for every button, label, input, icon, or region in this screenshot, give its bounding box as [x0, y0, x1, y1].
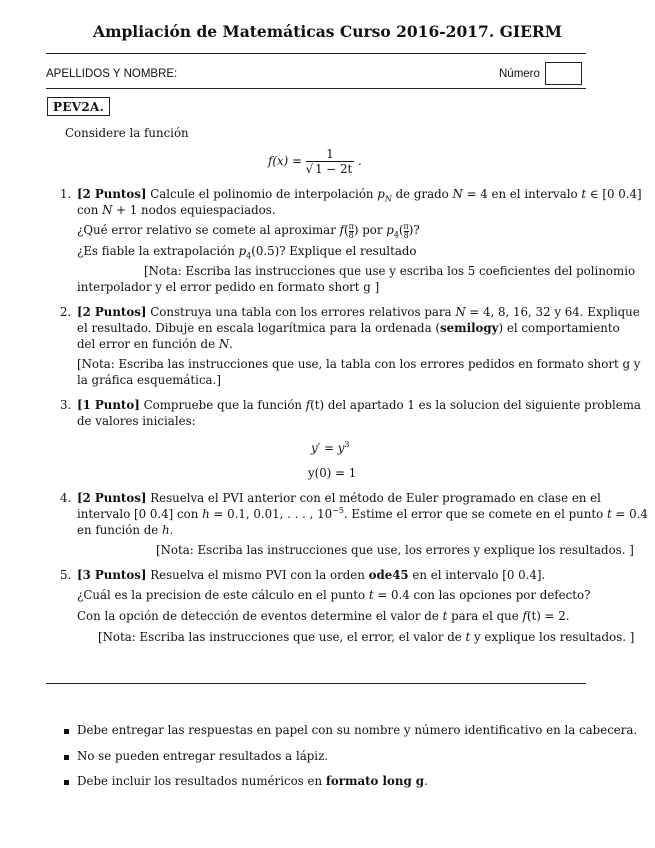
q1-eight-b: 8: [403, 230, 409, 240]
rule-item-1: [64, 722, 637, 738]
q5-line3: [77, 608, 569, 624]
rule-item-3: [64, 773, 428, 789]
q5-line2: [77, 587, 590, 603]
q5-l3-a: Con la opción de detección de eventos determine el valor de: [77, 609, 443, 623]
q1-ext-p: p: [238, 244, 247, 258]
q3-points: [1 Punto]: [77, 398, 140, 412]
q1-error-question: ¿Qué error relativo se comete al aproximar f( $\frac{\pi}{8}$ ) por $p_4$( $\frac{\pi}{8}$ )?: [77, 221, 420, 240]
q2-l3-N: N: [218, 337, 230, 351]
q4-l2-d: = 0.4: [611, 507, 648, 521]
formula-lhs: f(x) =: [268, 154, 302, 168]
q1-ext-a: ¿Es fiable la extrapolación: [77, 244, 239, 258]
formula-numerator: 1: [306, 147, 355, 162]
q2-l1-a: Construya una tabla con los errores relativos para: [146, 305, 456, 319]
q4-l3-b: .: [169, 523, 174, 537]
q1-pN-sub: N: [384, 194, 392, 204]
q1-line2-b: + 1 nodos equiespaciados.: [112, 203, 276, 217]
q1-line2-a: con: [77, 203, 103, 217]
q5-l3-f: f: [522, 609, 527, 623]
q5-t: t: [368, 588, 374, 602]
q5-l2-a: ¿Cuál es la precision de este cálculo en el punto: [77, 588, 369, 602]
q3-line2: de valores iniciales:: [77, 414, 196, 428]
q1-err-a: ¿Qué error relativo se comete al aproximar: [77, 223, 340, 237]
q2-l2-a: el resultado. Dibuje en escala logarítmica para la ordenada (: [77, 321, 440, 335]
q3-initial-condition: y(0) = 1: [308, 466, 357, 480]
q1-pi-over-8-b: [404, 223, 409, 240]
q1-line2: [77, 202, 276, 218]
q2-semilogy: semilogy: [439, 321, 499, 335]
formula-radicand: 1 − 2t: [315, 162, 353, 176]
q2-l3-a: del error en función de: [77, 337, 219, 351]
q1-err-p4-sub: 4: [393, 230, 399, 240]
q1-text-a: Calcule el polinomio de interpolación: [146, 187, 378, 201]
q1-note-line1: [Nota: Escriba las instrucciones que use y escriba los 5 coeficientes del polinomio: [144, 264, 636, 278]
q1-err-f: f: [339, 223, 344, 237]
q1-pN: p: [377, 187, 385, 201]
q1-pi-a: π: [348, 221, 354, 231]
number-label: Número: [499, 68, 540, 80]
q1-pi-over-8-a: [349, 223, 354, 240]
q3-ode-exp: 3: [344, 440, 350, 450]
q2-l1-b: = 4, 8, 16, 32 y 64. Explique: [465, 305, 640, 319]
rule-3-text-c: .: [424, 774, 428, 788]
q1-number: 1.: [60, 187, 72, 201]
q5-ode45: ode45: [368, 568, 409, 582]
q4-l2-a: intervalo [0 0.4] con: [77, 507, 203, 521]
q1-text-d: ∈ [0 0.4]: [586, 187, 642, 201]
rule-3-text-a: Debe incluir los resultados numéricos en: [77, 774, 326, 788]
exam-code-box: PEV2A.: [47, 97, 110, 116]
q3-l1-b: (t) del apartado 1 es la solucion del siguiente problema: [310, 398, 641, 412]
q5-l1-b: en el intervalo [0 0.4].: [408, 568, 546, 582]
q5-l3-b: para el que: [447, 609, 523, 623]
q1-ext-sub: 4: [246, 251, 252, 261]
q3-line1: [77, 397, 641, 413]
q1-text-c: = 4 en el intervalo: [462, 187, 582, 201]
q4-l2-c: . Estime el error que se comete en el punto: [343, 507, 607, 521]
rule-3-text-bold: formato long g: [325, 774, 425, 788]
header-rule-top: [46, 53, 586, 54]
q4-number: 4.: [60, 491, 72, 505]
q5-note-t: t: [465, 630, 471, 644]
q5-l1-a: Resuelva el mismo PVI con la orden: [146, 568, 369, 582]
q2-l2-b: ) el comportamiento: [498, 321, 620, 335]
q1-t: t: [581, 187, 587, 201]
q2-note-line1: [Nota: Escriba las instrucciones que use, la tabla con los errores pedidos en formato short g y: [77, 357, 641, 371]
q1-points: [2 Puntos]: [77, 187, 147, 201]
bullet-icon: [64, 780, 69, 785]
q3-ode: [311, 440, 350, 456]
q5-number: 5.: [60, 568, 72, 582]
q3-l1-a: Compruebe que la función: [139, 398, 306, 412]
q4-line3: [77, 522, 173, 538]
q2-line3: [77, 336, 233, 352]
formula: [268, 146, 362, 177]
q5-l3-c: (t) = 2.: [526, 609, 570, 623]
q3-f: f: [305, 398, 311, 412]
rule-item-2: [64, 748, 328, 764]
rule-1-text: Debe entregar las respuestas en papel con su nombre y número identificativo en la cabecera.: [77, 723, 638, 737]
bullet-icon: [64, 755, 69, 760]
q1-pi-b: π: [403, 221, 409, 231]
q2-number: 2.: [60, 305, 72, 319]
q2-N: N: [455, 305, 466, 319]
q4-line1: [77, 490, 601, 506]
page-title: Ampliación de Matemáticas Curso 2016-2017. GIERM: [93, 22, 562, 41]
q4-l1: Resuelva el PVI anterior con el método de Euler programado en clase en el: [146, 491, 601, 505]
bullet-icon: [64, 729, 69, 734]
formula-denominator: √ 1 − 2t: [305, 162, 353, 176]
q1-N: N: [452, 187, 463, 201]
q1-note-line2: interpolador y el error pedido en formato short g ]: [77, 280, 380, 294]
q1-err-c: ?: [413, 223, 420, 237]
q2-line1: [77, 304, 640, 320]
q4-l3-a: en función de: [77, 523, 163, 537]
number-input-box[interactable]: [545, 62, 582, 85]
q3-ode-lhs: y′ = y: [311, 441, 345, 455]
q1-err-b: por: [358, 223, 387, 237]
q4-l2-b: = 0.1, 0.01, . . . , 10: [209, 507, 333, 521]
q1-ext-b: (0.5)? Explique el resultado: [251, 244, 417, 258]
q4-exp: −5: [332, 506, 344, 516]
rule-2-text: No se pueden entregar resultados a lápiz.: [77, 749, 329, 763]
q5-note-b: y explique los resultados. ]: [470, 630, 635, 644]
q5-line1: [77, 567, 545, 583]
q5-note: [98, 629, 634, 645]
q5-l2-b: = 0.4 con las opciones por defecto?: [373, 588, 591, 602]
intro-text: Considere la función: [65, 126, 189, 140]
q4-line2: [77, 506, 648, 522]
q1-err-p4: p: [386, 223, 394, 237]
q1-text-b: de grado: [391, 187, 453, 201]
q1-extrapolation-question: [77, 243, 417, 259]
q2-note-line2: la gráfica esquemática.]: [77, 373, 221, 387]
q5-note-a: [Nota: Escriba las instrucciones que use, el error, el valor de: [98, 630, 466, 644]
q1-line2-N: N: [102, 203, 113, 217]
q4-note: [Nota: Escriba las instrucciones que use, los errores y explique los resultados. ]: [156, 543, 634, 557]
q2-line2: [77, 320, 620, 336]
formula-tail: .: [358, 154, 362, 168]
q3-number: 3.: [60, 398, 72, 412]
header-rule-bottom: [46, 88, 586, 89]
q2-l3-b: .: [229, 337, 233, 351]
q4-points: [2 Puntos]: [77, 491, 147, 505]
q4-l3-h: h: [162, 523, 170, 537]
name-label: APELLIDOS Y NOMBRE:: [46, 68, 178, 80]
q1-eight-a: 8: [348, 230, 354, 240]
formula-fraction: [306, 147, 355, 177]
q4-h: h: [202, 507, 210, 521]
q4-t: t: [606, 507, 612, 521]
q1-line1: [77, 186, 642, 202]
footer-rule: [46, 683, 586, 684]
q5-l3-t: t: [442, 609, 448, 623]
q2-points: [2 Puntos]: [77, 305, 147, 319]
q5-points: [3 Puntos]: [77, 568, 147, 582]
